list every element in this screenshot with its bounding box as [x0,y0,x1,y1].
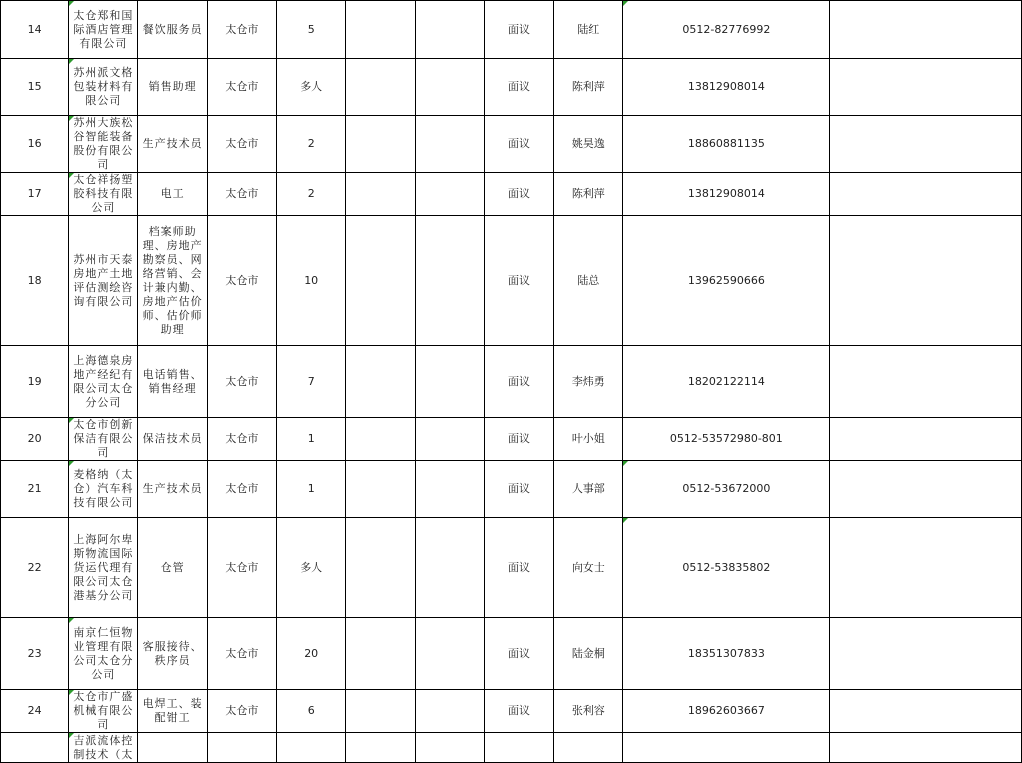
headcount-cell[interactable] [277,116,346,173]
row-index-cell[interactable] [1,418,69,461]
salary-cell[interactable] [484,116,553,173]
phone-cell[interactable] [623,173,830,216]
city-cell[interactable] [207,173,276,216]
company-name-text: 太仓郑和国际酒店管理有限公司 [73,8,134,50]
table-row [1,733,1022,763]
table-row [1,461,1022,518]
job-title-text: 生产技术员 [142,482,203,495]
job-title-cell[interactable] [138,173,207,216]
company-name-cell[interactable] [69,346,138,418]
city-cell[interactable] [207,116,276,173]
job-title-cell[interactable] [138,1,207,59]
company-name-cell[interactable] [69,216,138,346]
phone-cell[interactable] [623,116,830,173]
contact-person-text: 李炜勇 [571,374,605,388]
row-index-cell[interactable] [1,733,69,763]
phone-text: 18860881135 [687,137,765,150]
contact-person-text: 叶小姐 [571,432,605,445]
row-index-cell[interactable] [1,173,69,216]
job-title-cell[interactable] [138,59,207,116]
empty-cell[interactable] [346,618,415,690]
company-name-text: 太仓祥扬塑胶科技有限公司 [73,173,134,214]
job-title-cell[interactable] [138,461,207,518]
phone-text: 0512-53672000 [682,482,771,495]
row-index-text: 20 [27,432,42,445]
empty-cell[interactable] [830,1,1022,59]
row-index-text: 17 [27,187,42,200]
city-text: 太仓市 [225,560,259,574]
empty-cell[interactable] [830,418,1022,461]
empty-cell[interactable] [346,733,415,763]
empty-cell[interactable] [415,690,484,733]
contact-person-cell[interactable] [554,346,623,418]
phone-text: 13812908014 [687,80,765,93]
city-text: 太仓市 [225,273,259,287]
headcount-cell[interactable] [277,733,346,763]
city-text: 太仓市 [225,432,259,445]
city-cell[interactable] [207,518,276,618]
empty-cell[interactable] [346,418,415,461]
phone-text: 0512-53572980-801 [669,432,783,445]
row-index-text: 19 [27,374,42,388]
row-index-text: 14 [27,22,42,36]
job-title-cell[interactable] [138,618,207,690]
company-name-cell[interactable] [69,518,138,618]
empty-cell[interactable] [830,59,1022,116]
city-cell[interactable] [207,733,276,763]
empty-cell[interactable] [830,116,1022,173]
salary-text: 面议 [508,22,531,36]
headcount-cell[interactable] [277,618,346,690]
company-name-text: 苏州派文格包装材料有限公司 [73,66,134,107]
empty-cell[interactable] [415,116,484,173]
company-name-text: 太仓市广盛机械有限公司 [73,690,134,731]
company-name-text: 上海德泉房地产经纪有限公司太仓分公司 [73,353,134,409]
phone-cell[interactable] [623,216,830,346]
contact-person-cell[interactable] [554,461,623,518]
phone-cell[interactable] [623,461,830,518]
salary-cell[interactable] [484,418,553,461]
headcount-text: 多人 [300,560,323,574]
salary-text: 面议 [508,273,531,287]
row-index-cell[interactable] [1,690,69,733]
empty-cell[interactable] [346,461,415,518]
city-cell[interactable] [207,618,276,690]
row-index-cell[interactable] [1,346,69,418]
contact-person-cell[interactable] [554,618,623,690]
phone-text: 13812908014 [687,187,765,200]
salary-text: 面议 [508,646,531,660]
row-index-text: 15 [27,80,42,93]
company-name-text: 南京仁恒物业管理有限公司太仓分公司 [73,625,134,681]
job-title-cell[interactable] [138,690,207,733]
empty-cell[interactable] [415,1,484,59]
empty-cell[interactable] [415,173,484,216]
row-index-cell[interactable] [1,116,69,173]
table-row [1,418,1022,461]
empty-cell[interactable] [415,618,484,690]
phone-cell[interactable] [623,618,830,690]
contact-person-text: 陈利萍 [571,80,605,93]
phone-text: 0512-82776992 [682,22,771,36]
city-text: 太仓市 [225,646,259,660]
empty-cell[interactable] [415,518,484,618]
table-row [1,690,1022,733]
empty-cell[interactable] [346,1,415,59]
contact-person-text: 姚昊逸 [571,137,605,150]
contact-person-text: 陆红 [577,22,600,36]
city-cell[interactable] [207,418,276,461]
empty-cell[interactable] [415,418,484,461]
contact-person-cell[interactable] [554,518,623,618]
contact-person-text: 陆总 [577,273,600,287]
city-text: 太仓市 [225,482,259,495]
job-title-cell[interactable] [138,216,207,346]
table-row [1,346,1022,418]
headcount-cell[interactable] [277,346,346,418]
company-name-text: 吉派流体控制技术（太 [73,733,134,761]
empty-cell[interactable] [346,59,415,116]
table-row [1,173,1022,216]
salary-text: 面议 [508,187,531,200]
company-name-text: 太仓市创新保洁有限公司 [73,418,134,459]
city-cell[interactable] [207,216,276,346]
contact-person-text: 向女士 [571,560,605,574]
company-name-cell[interactable] [69,1,138,59]
contact-person-cell[interactable] [554,116,623,173]
empty-cell[interactable] [346,518,415,618]
city-cell[interactable] [207,1,276,59]
salary-cell[interactable] [484,518,553,618]
job-title-cell[interactable] [138,116,207,173]
company-name-text: 麦格纳（太仓）汽车科技有限公司 [73,468,134,509]
company-name-text: 苏州市天泰房地产土地评估测绘咨询有限公司 [73,252,134,308]
headcount-text: 2 [307,187,315,200]
headcount-text: 2 [307,137,315,150]
salary-text: 面议 [508,704,531,717]
city-text: 太仓市 [225,22,259,36]
headcount-text: 1 [307,432,315,445]
job-title-text: 餐饮服务员 [142,22,203,36]
job-title-text: 保洁技术员 [142,432,203,445]
city-text: 太仓市 [225,374,259,388]
company-name-cell[interactable] [69,690,138,733]
row-index-text: 24 [27,704,42,717]
headcount-cell[interactable] [277,216,346,346]
job-title-text: 仓管 [160,560,185,574]
city-text: 太仓市 [225,80,259,93]
empty-cell[interactable] [830,216,1022,346]
phone-cell[interactable] [623,418,830,461]
phone-cell[interactable] [623,733,830,763]
company-name-cell[interactable] [69,173,138,216]
table-row [1,116,1022,173]
row-index-text: 23 [27,646,42,660]
headcount-text: 7 [307,374,315,388]
company-name-cell[interactable] [69,733,138,763]
contact-person-cell[interactable] [554,418,623,461]
row-index-text: 16 [27,137,42,150]
salary-cell[interactable] [484,1,553,59]
table-row [1,59,1022,116]
phone-cell[interactable] [623,518,830,618]
contact-person-text: 人事部 [571,482,605,495]
table-row [1,618,1022,690]
phone-text: 0512-53835802 [682,560,771,574]
row-index-text: 18 [27,273,42,287]
row-index-cell[interactable] [1,518,69,618]
company-name-cell[interactable] [69,618,138,690]
row-index-cell[interactable] [1,618,69,690]
row-index-text: 22 [27,560,42,574]
city-text: 太仓市 [225,704,259,717]
empty-cell[interactable] [346,690,415,733]
contact-person-cell[interactable] [554,1,623,59]
headcount-cell[interactable] [277,1,346,59]
table-row [1,1,1022,59]
salary-cell[interactable] [484,461,553,518]
job-title-text: 电工 [160,187,185,200]
phone-text: 18962603667 [687,704,765,717]
contact-person-cell[interactable] [554,690,623,733]
phone-cell[interactable] [623,1,830,59]
empty-cell[interactable] [346,216,415,346]
salary-cell[interactable] [484,216,553,346]
headcount-text: 1 [307,482,315,495]
row-index-cell[interactable] [1,216,69,346]
headcount-text: 10 [304,273,319,287]
empty-cell[interactable] [830,733,1022,763]
salary-cell[interactable] [484,733,553,763]
job-title-cell[interactable] [138,733,207,763]
empty-cell[interactable] [830,518,1022,618]
phone-cell[interactable] [623,59,830,116]
job-title-text: 销售助理 [148,80,197,93]
empty-cell[interactable] [830,173,1022,216]
empty-cell[interactable] [415,733,484,763]
salary-text: 面议 [508,374,531,388]
phone-text: 13962590666 [687,273,765,287]
city-text: 太仓市 [225,137,259,150]
headcount-cell[interactable] [277,690,346,733]
table-row [1,216,1022,346]
salary-text: 面议 [508,482,531,495]
row-index-cell[interactable] [1,461,69,518]
empty-cell[interactable] [415,59,484,116]
contact-person-text: 陈利萍 [571,187,605,200]
row-index-cell[interactable] [1,1,69,59]
job-title-text: 档案师助理、房地产勘察员、网络营销、会计兼内勤、房地产估价师、估价师助理 [142,224,203,336]
headcount-cell[interactable] [277,461,346,518]
job-title-cell[interactable] [138,518,207,618]
job-title-text: 电焊工、装配钳工 [142,697,203,724]
salary-cell[interactable] [484,173,553,216]
empty-cell[interactable] [830,346,1022,418]
city-text: 太仓市 [225,187,259,200]
salary-text: 面议 [508,137,531,150]
salary-text: 面议 [508,80,531,93]
salary-cell[interactable] [484,690,553,733]
company-name-text: 上海阿尔卑斯物流国际货运代理有限公司太仓港基分公司 [73,532,134,602]
salary-text: 面议 [508,432,531,445]
contact-person-text: 张利容 [571,704,605,717]
empty-cell[interactable] [346,116,415,173]
company-name-cell[interactable] [69,418,138,461]
company-name-cell[interactable] [69,116,138,173]
company-name-cell[interactable] [69,461,138,518]
contact-person-cell[interactable] [554,173,623,216]
job-title-cell[interactable] [138,346,207,418]
headcount-text: 20 [304,646,319,660]
job-title-text: 电话销售、销售经理 [142,367,203,395]
city-cell[interactable] [207,346,276,418]
empty-cell[interactable] [346,173,415,216]
row-index-text: 21 [27,482,42,495]
contact-person-text: 陆金桐 [571,646,605,660]
empty-cell[interactable] [415,461,484,518]
job-title-text: 客服接待、秩序员 [142,639,203,667]
headcount-text: 6 [307,704,315,717]
empty-cell[interactable] [346,346,415,418]
contact-person-cell[interactable] [554,59,623,116]
table-row [1,518,1022,618]
salary-cell[interactable] [484,618,553,690]
headcount-cell[interactable] [277,518,346,618]
salary-cell[interactable] [484,59,553,116]
job-title-cell[interactable] [138,418,207,461]
city-cell[interactable] [207,690,276,733]
contact-person-cell[interactable] [554,733,623,763]
company-name-text: 苏州大族松谷智能装备股份有限公司 [73,116,134,171]
empty-cell[interactable] [415,346,484,418]
phone-cell[interactable] [623,690,830,733]
contact-person-cell[interactable] [554,216,623,346]
phone-text: 18202122114 [687,374,765,388]
salary-cell[interactable] [484,346,553,418]
empty-cell[interactable] [830,618,1022,690]
headcount-cell[interactable] [277,59,346,116]
salary-text: 面议 [508,560,531,574]
headcount-cell[interactable] [277,418,346,461]
headcount-text: 5 [307,22,315,36]
phone-cell[interactable] [623,346,830,418]
empty-cell[interactable] [830,461,1022,518]
company-name-cell[interactable] [69,59,138,116]
job-title-text: 生产技术员 [142,137,203,150]
city-cell[interactable] [207,59,276,116]
table-body [1,1,1022,763]
empty-cell[interactable] [830,690,1022,733]
city-cell[interactable] [207,461,276,518]
phone-text: 18351307833 [687,646,765,660]
headcount-text: 多人 [300,80,323,93]
row-index-cell[interactable] [1,59,69,116]
empty-cell[interactable] [415,216,484,346]
headcount-cell[interactable] [277,173,346,216]
